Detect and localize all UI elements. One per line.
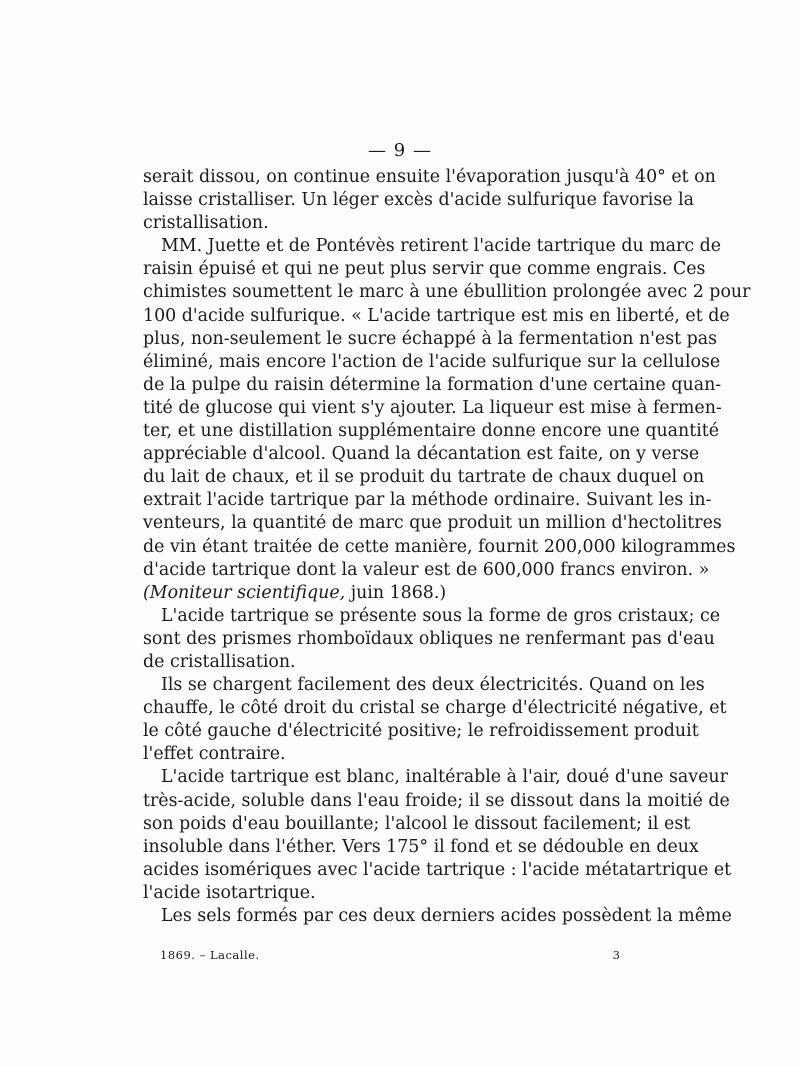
text-line: sont des prismes rhomboïdaux obliques ne renfermant pas d'eau [143, 628, 715, 649]
text-line: 100 d'acide sulfurique. « L'acide tartrique est mis en liberté, et de [143, 305, 730, 326]
text-line: venteurs, la quantité de marc que produit un million d'hectolitres [143, 513, 722, 534]
text-line: extrait l'acide tartrique par la méthode ordinaire. Suivant les in- [143, 490, 712, 511]
text-line: Ils se chargent facilement des deux électricités. Quand on les [161, 675, 705, 696]
text-line: laisse cristalliser. Un léger excès d'acide sulfurique favorise la [143, 190, 695, 211]
text-line: MM. Juette et de Pontévès retirent l'acide tartrique du marc de [161, 236, 722, 257]
citation-source: (Moniteur scientifique, [143, 582, 346, 603]
page-number: — 9 — [368, 140, 432, 161]
text-line: du lait de chaux, et il se produit du tartrate de chaux duquel on [143, 467, 705, 488]
text-line: de vin étant traitée de cette manière, fournit 200,000 kilogrammes [143, 536, 736, 557]
text-line: L'acide tartrique est blanc, inaltérable à l'air, doué d'une saveur [161, 767, 728, 788]
text-line: insoluble dans l'éther. Vers 175° il fond et se dédouble en deux [143, 836, 699, 857]
text-line: le côté gauche d'électricité positive; le refroidissement produit [143, 721, 699, 742]
text-line: tité de glucose qui vient s'y ajouter. La liqueur est mise à fermen- [143, 397, 722, 418]
text-line: l'effet contraire. [143, 744, 286, 765]
text-line: d'acide tartrique dont la valeur est de 600,000 francs environ. » [143, 559, 710, 580]
text-line: cristallisation. [143, 213, 269, 234]
body-text [143, 166, 751, 928]
footer [160, 948, 620, 962]
text-line: éliminé, mais encore l'action de l'acide sulfurique sur la cellulose [143, 351, 721, 372]
text-line: l'acide isotartrique. [143, 882, 316, 903]
text-line: très-acide, soluble dans l'eau froide; il se dissout dans la moitié de [143, 790, 730, 811]
text-line: serait dissou, on continue ensuite l'évaporation jusqu'à 40° et on [143, 167, 716, 187]
text-line [143, 582, 668, 605]
text-line: plus, non-seulement le sucre échappé à la fermentation n'est pas [143, 328, 718, 349]
text-line: raisin épuisé et qui ne peut plus servir que comme engrais. Ces [143, 259, 706, 280]
text-line: Les sels formés par ces deux derniers acides possèdent la même [161, 906, 732, 926]
text-line: de cristallisation. [143, 651, 296, 672]
text-line: appréciable d'alcool. Quand la décantation est faite, on y verse [143, 444, 700, 465]
text-line: chimistes soumettent le marc à une ébullition prolongée avec 2 pour [143, 282, 751, 303]
text-line: acides isomériques avec l'acide tartrique : l'acide métatartrique et [143, 859, 732, 880]
text-line: ter, et une distillation supplémentaire donne encore une quantité [143, 421, 720, 442]
text-line: chauffe, le côté droit du cristal se charge d'électricité négative, et [143, 698, 727, 719]
text-line: son poids d'eau bouillante; l'alcool le dissout facilement; il est [143, 813, 691, 834]
text-line: L'acide tartrique se présente sous la forme de gros cristaux; ce [161, 605, 721, 626]
footer-signature: 1869. – Lacalle. [160, 948, 260, 962]
citation-date: juin 1868.) [350, 582, 447, 603]
text-line: de la pulpe du raisin détermine la formation d'une certaine quan- [143, 374, 722, 395]
footer-sheet-number: 3 [612, 948, 620, 962]
